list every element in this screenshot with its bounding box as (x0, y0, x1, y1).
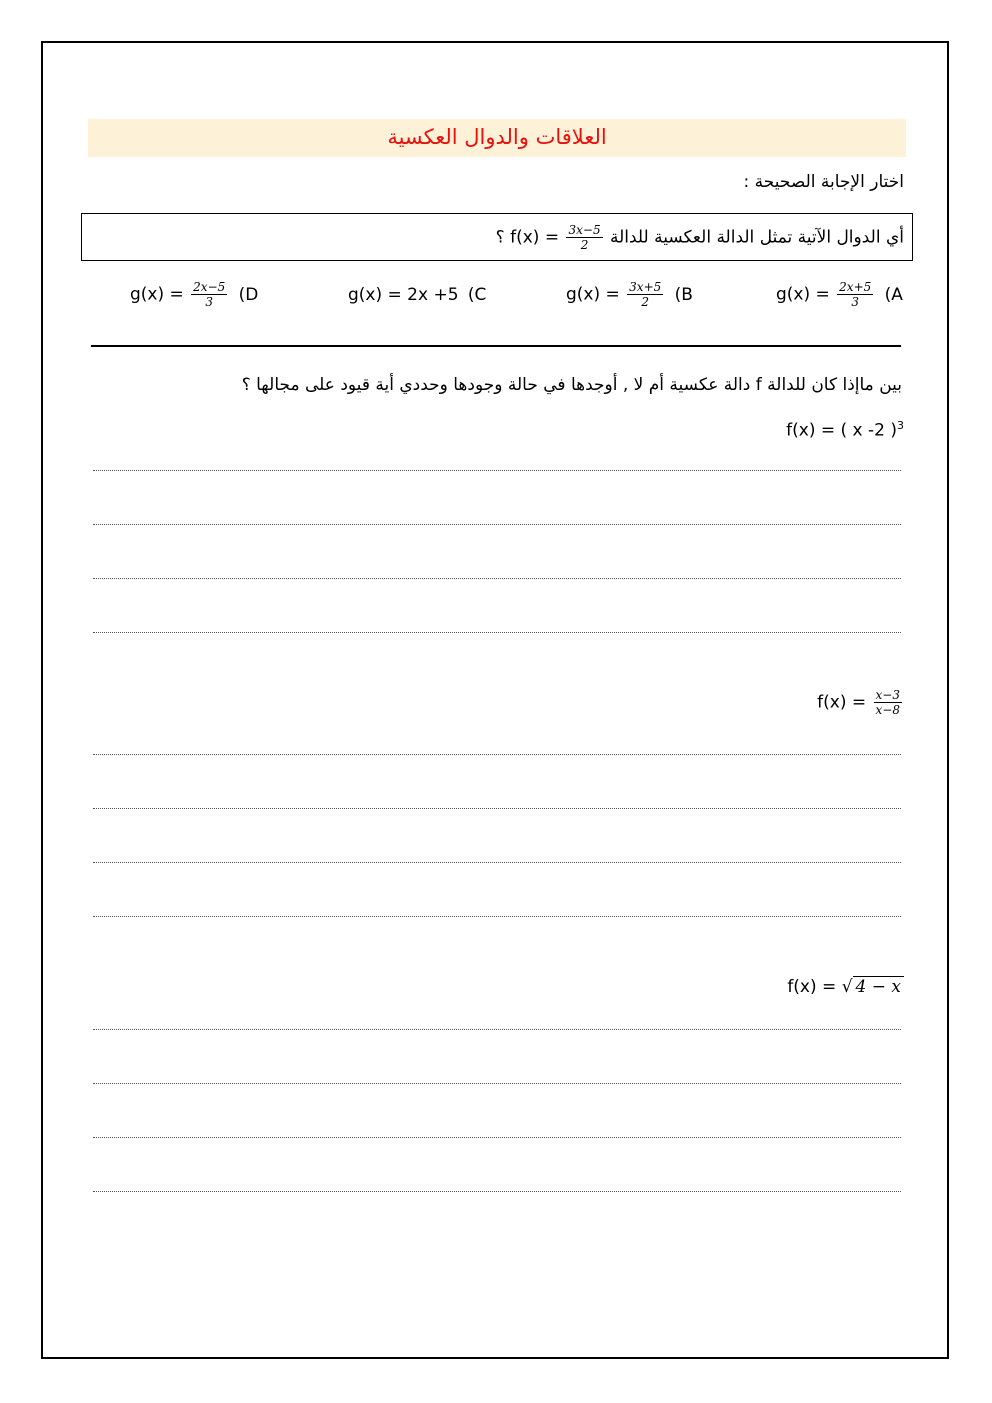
fraction-numerator: 3x−5 (568, 223, 601, 237)
title-text: العلاقات والدوال العكسية (387, 125, 607, 149)
option-prefix: g(x) = (130, 284, 184, 305)
question-fx-prefix: f(x) = (510, 227, 560, 248)
answer-line[interactable] (93, 1137, 901, 1138)
answer-line[interactable] (93, 578, 901, 579)
exercise-1-exponent: 3 (897, 419, 904, 432)
instruction-text: اختار الإجابة الصحيحة : (743, 172, 904, 192)
option-fraction (837, 280, 873, 309)
fraction-numerator: 2x−5 (193, 280, 226, 294)
option-letter: (B (674, 284, 693, 305)
fraction-denominator: 2 (580, 238, 589, 252)
answer-line[interactable] (93, 470, 901, 471)
fraction-denominator: x−8 (875, 703, 900, 717)
radicand: 4 − x (853, 976, 904, 997)
question-mark: ؟ (495, 227, 505, 248)
option-prefix: g(x) = (566, 284, 620, 305)
fraction-denominator: 3 (851, 295, 860, 309)
option-letter: (C (467, 285, 487, 305)
option-fraction (191, 280, 227, 309)
fraction-denominator: 2 (641, 295, 650, 309)
option-b[interactable] (566, 280, 693, 309)
answer-line[interactable] (93, 524, 901, 525)
answer-line[interactable] (93, 808, 901, 809)
option-a[interactable] (776, 280, 903, 309)
question-fraction (566, 223, 602, 252)
answer-line[interactable] (93, 862, 901, 863)
exercise-2-function (817, 688, 904, 717)
sqrt-expression (842, 976, 904, 997)
option-fraction (627, 280, 663, 309)
option-letter: (A (884, 284, 903, 305)
sqrt-icon: √ (841, 977, 853, 997)
exercise-3-prefix: f(x) = (787, 977, 837, 997)
fraction-numerator: 3x+5 (629, 280, 662, 294)
page-title (88, 119, 906, 157)
fraction-denominator: 3 (205, 295, 214, 309)
exercise-prompt: بين ماإذا كان للدالة f دالة عكسية أم لا , أوجدها في حالة وجودها وحددي أية قيود على مجالها ؟ (241, 375, 902, 395)
answer-line[interactable] (93, 1083, 901, 1084)
option-text: g(x) = 2x +5 (348, 285, 459, 305)
exercise-2-fraction (874, 688, 902, 717)
exercise-3-function (787, 977, 904, 997)
answer-line[interactable] (93, 1191, 901, 1192)
question-text (496, 223, 904, 252)
option-c[interactable] (348, 285, 486, 305)
answer-line[interactable] (93, 1029, 901, 1030)
option-prefix: g(x) = (776, 284, 830, 305)
fraction-numerator: x−3 (875, 688, 900, 702)
answer-line[interactable] (93, 632, 901, 633)
exercise-1-function (786, 419, 904, 441)
answer-line[interactable] (93, 916, 901, 917)
option-d[interactable] (130, 280, 258, 309)
section-divider (91, 345, 901, 347)
exercise-2-prefix: f(x) = (817, 692, 867, 713)
answer-line[interactable] (93, 754, 901, 755)
question-lead: أي الدوال الآتية تمثل الدالة العكسية للدالة (609, 227, 904, 248)
question-function (510, 223, 604, 252)
fraction-numerator: 2x+5 (839, 280, 872, 294)
option-letter: (D (238, 284, 259, 305)
question-box (81, 213, 913, 261)
exercise-1-base: f(x) = ( x -2 ) (786, 420, 897, 441)
